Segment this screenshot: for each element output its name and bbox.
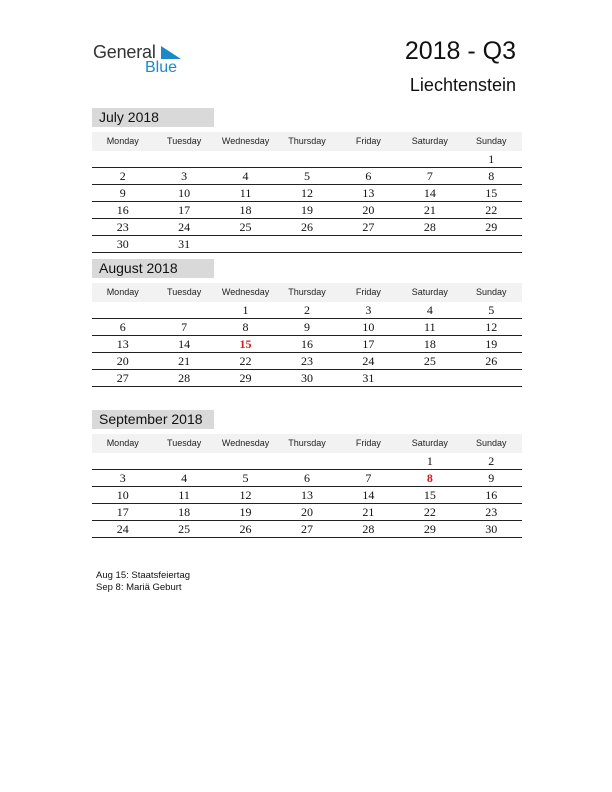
day-cell: 21 xyxy=(423,203,436,217)
day-cell xyxy=(92,302,153,318)
day-cell: 15 xyxy=(485,186,498,200)
day-cell: 9 xyxy=(303,320,310,334)
day-cell: 30 xyxy=(485,522,498,536)
logo-triangle-icon xyxy=(159,44,183,60)
holiday-note: Aug 15: Staatsfeiertag xyxy=(96,570,191,581)
month-calendar-september xyxy=(92,410,522,538)
day-cell xyxy=(153,453,214,469)
weekday-label: Saturday xyxy=(411,438,448,448)
day-cell xyxy=(399,151,460,167)
weekday-label: Friday xyxy=(355,136,381,146)
weekday-label: Sunday xyxy=(475,136,507,146)
day-cell: 16 xyxy=(485,488,498,502)
day-cell: 7 xyxy=(181,320,188,334)
day-cell: 26 xyxy=(485,354,498,368)
day-cell: 20 xyxy=(116,354,129,368)
day-cell: 29 xyxy=(423,522,436,536)
day-cell: 6 xyxy=(119,320,126,334)
day-cell: 26 xyxy=(239,522,252,536)
day-cell: 12 xyxy=(239,488,252,502)
day-cell: 1 xyxy=(488,152,495,166)
day-cell: 4 xyxy=(426,303,433,317)
logo-blue-text: Blue xyxy=(145,59,178,76)
day-cell: 20 xyxy=(300,505,313,519)
week-row xyxy=(92,487,522,504)
day-cell xyxy=(399,370,460,386)
day-cell xyxy=(215,236,276,252)
weekday-label: Tuesday xyxy=(167,136,202,146)
holiday-note: Sep 8: Mariä Geburt xyxy=(96,582,182,593)
day-cell: 10 xyxy=(362,320,375,334)
day-cell xyxy=(338,151,399,167)
day-cell xyxy=(153,302,214,318)
day-cell: 13 xyxy=(362,186,375,200)
day-cell: 4 xyxy=(181,471,188,485)
day-cell: 11 xyxy=(424,320,436,334)
day-cell: 9 xyxy=(119,186,126,200)
week-row xyxy=(92,319,522,336)
day-cell: 13 xyxy=(116,337,129,351)
day-cell xyxy=(92,453,153,469)
day-cell: 24 xyxy=(116,522,129,536)
day-cell: 21 xyxy=(178,354,191,368)
weekday-label: Tuesday xyxy=(167,438,202,448)
weekday-label: Wednesday xyxy=(221,287,270,297)
day-cell: 24 xyxy=(362,354,375,368)
day-cell: 5 xyxy=(242,471,249,485)
day-cell: 5 xyxy=(488,303,495,317)
weekday-label: Monday xyxy=(106,287,139,297)
week-row xyxy=(92,353,522,370)
day-cell xyxy=(276,236,337,252)
day-cell: 3 xyxy=(181,169,188,183)
day-cell: 17 xyxy=(116,505,129,519)
generalblue-logo xyxy=(93,42,193,78)
day-cell: 15 xyxy=(239,337,252,351)
day-cell: 28 xyxy=(178,371,191,385)
day-cell: 6 xyxy=(303,471,310,485)
day-cell: 14 xyxy=(423,186,436,200)
day-cell: 17 xyxy=(362,337,375,351)
day-cell: 11 xyxy=(178,488,190,502)
weekday-label: Saturday xyxy=(411,287,448,297)
day-cell: 15 xyxy=(423,488,436,502)
month-title: August 2018 xyxy=(92,259,214,278)
week-row xyxy=(92,453,522,470)
day-cell: 22 xyxy=(485,203,498,217)
week-row xyxy=(92,219,522,236)
day-cell xyxy=(215,151,276,167)
weekday-label: Thursday xyxy=(288,438,326,448)
day-cell: 8 xyxy=(242,320,249,334)
weeks xyxy=(92,151,522,253)
day-cell xyxy=(399,236,460,252)
day-cell xyxy=(92,151,153,167)
day-cell: 29 xyxy=(485,220,498,234)
weekday-label: Thursday xyxy=(288,136,326,146)
weekday-label: Wednesday xyxy=(221,438,270,448)
day-cell: 28 xyxy=(362,522,375,536)
day-cell: 2 xyxy=(119,169,126,183)
month-calendar-august xyxy=(92,259,522,387)
week-row xyxy=(92,168,522,185)
day-cell: 23 xyxy=(116,220,129,234)
day-cell: 11 xyxy=(239,186,252,200)
day-cell xyxy=(461,370,522,386)
country-name: Liechtenstein xyxy=(409,75,516,95)
day-cell: 18 xyxy=(178,505,191,519)
day-cell: 10 xyxy=(116,488,129,502)
page-title: 2018 - Q3 xyxy=(404,37,516,65)
weeks xyxy=(92,453,522,538)
day-cell xyxy=(276,151,337,167)
week-row xyxy=(92,521,522,538)
day-cell: 13 xyxy=(300,488,313,502)
day-cell: 18 xyxy=(423,337,436,351)
day-cell: 17 xyxy=(178,203,191,217)
day-cell: 31 xyxy=(362,371,375,385)
day-cell: 24 xyxy=(178,220,191,234)
day-cell: 10 xyxy=(178,186,191,200)
week-row xyxy=(92,336,522,353)
week-row xyxy=(92,185,522,202)
day-cell xyxy=(153,151,214,167)
week-row xyxy=(92,151,522,168)
day-cell xyxy=(276,453,337,469)
day-cell: 31 xyxy=(178,237,191,251)
weekday-label: Tuesday xyxy=(167,287,202,297)
day-cell: 26 xyxy=(300,220,313,234)
month-title: July 2018 xyxy=(92,108,214,127)
day-cell: 1 xyxy=(426,454,433,468)
day-cell: 30 xyxy=(116,237,129,251)
month-calendar-july xyxy=(92,108,522,253)
day-cell: 30 xyxy=(300,371,313,385)
month-title: September 2018 xyxy=(92,410,214,429)
day-cell: 6 xyxy=(365,169,372,183)
day-cell: 23 xyxy=(485,505,498,519)
day-cell: 4 xyxy=(242,169,249,183)
day-cell: 28 xyxy=(423,220,436,234)
day-cell: 25 xyxy=(178,522,191,536)
day-cell: 7 xyxy=(365,471,372,485)
day-cell: 27 xyxy=(362,220,375,234)
weeks xyxy=(92,302,522,387)
weekday-label: Friday xyxy=(355,438,381,448)
day-cell: 7 xyxy=(426,169,433,183)
day-cell xyxy=(215,453,276,469)
day-cell: 18 xyxy=(239,203,252,217)
weekday-header xyxy=(92,434,522,453)
weekday-label: Thursday xyxy=(288,287,326,297)
day-cell: 8 xyxy=(488,169,495,183)
day-cell: 23 xyxy=(300,354,313,368)
day-cell: 19 xyxy=(485,337,498,351)
day-cell: 16 xyxy=(300,337,313,351)
day-cell: 3 xyxy=(365,303,372,317)
day-cell: 29 xyxy=(239,371,252,385)
week-row xyxy=(92,504,522,521)
day-cell: 2 xyxy=(488,454,495,468)
day-cell: 19 xyxy=(300,203,313,217)
week-row xyxy=(92,470,522,487)
day-cell: 5 xyxy=(303,169,310,183)
day-cell: 27 xyxy=(116,371,129,385)
day-cell xyxy=(338,453,399,469)
weekday-label: Monday xyxy=(106,438,139,448)
week-row xyxy=(92,302,522,319)
day-cell xyxy=(461,236,522,252)
weekday-label: Saturday xyxy=(411,136,448,146)
day-cell: 21 xyxy=(362,505,375,519)
weekday-label: Sunday xyxy=(475,438,507,448)
day-cell: 20 xyxy=(362,203,375,217)
weekday-label: Wednesday xyxy=(221,136,270,146)
weekday-header xyxy=(92,132,522,151)
day-cell: 16 xyxy=(116,203,129,217)
day-cell: 12 xyxy=(485,320,498,334)
week-row xyxy=(92,202,522,219)
day-cell: 8 xyxy=(426,471,433,485)
day-cell: 3 xyxy=(119,471,126,485)
weekday-label: Monday xyxy=(106,136,139,146)
weekday-label: Friday xyxy=(355,287,381,297)
day-cell: 1 xyxy=(242,303,249,317)
day-cell: 12 xyxy=(300,186,313,200)
weekday-label: Sunday xyxy=(475,287,507,297)
day-cell: 25 xyxy=(239,220,252,234)
day-cell: 14 xyxy=(178,337,191,351)
day-cell xyxy=(338,236,399,252)
day-cell: 19 xyxy=(239,505,252,519)
day-cell: 9 xyxy=(488,471,495,485)
holiday-notes xyxy=(96,570,190,594)
week-row xyxy=(92,236,522,253)
day-cell: 25 xyxy=(423,354,436,368)
day-cell: 2 xyxy=(303,303,310,317)
day-cell: 14 xyxy=(362,488,375,502)
logo-general-text: General xyxy=(93,42,156,62)
day-cell: 27 xyxy=(300,522,313,536)
weekday-header xyxy=(92,283,522,302)
day-cell: 22 xyxy=(423,505,436,519)
day-cell: 22 xyxy=(239,354,252,368)
week-row xyxy=(92,370,522,387)
